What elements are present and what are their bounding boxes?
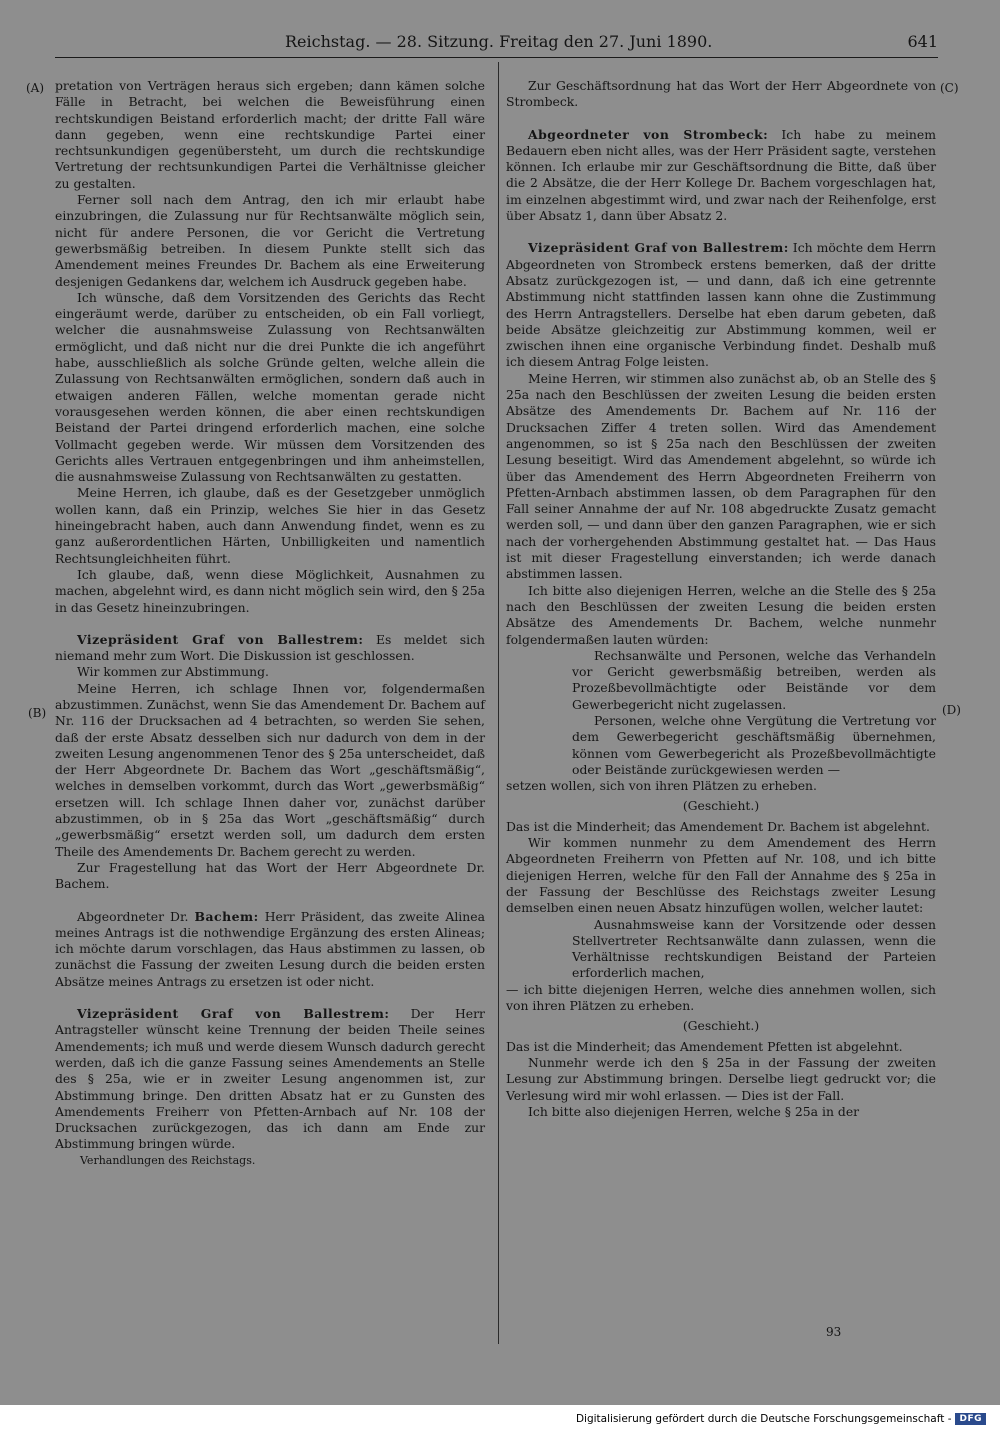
- speaker-paragraph: [55, 632, 485, 665]
- quoted-amendment: Personen, welche ohne Vergütung die Vertretung vor dem Gewerbegericht geschäftsmäßig übernehmen, können vom Gewerbegericht als Prozeßbevollmächtigte oder Beistände zurückgewiesen werden —: [572, 712, 936, 777]
- margin-marker-a: (A): [26, 81, 45, 95]
- paragraph: Meine Herren, wir stimmen also zunächst ab, ob an Stelle des § 25a nach den Beschlüssen der zweiten Lesung die beiden ersten Absätze des Amendements Dr. Bachem auf Nr. 116 der Drucksachen Ziffer 4 treten sollen. Wird das Amendement angenommen, so ist § 25a nach den Beschlüssen der zweiten Lesung beseitigt. Wird das Amendement abgelehnt, so würde ich über das Amendement des Herrn Abgeordneten Freiherrn von Pfetten-Arnbach abstimmen lassen, ob dem Paragraphen für den Fall seiner Annahme der auf Nr. 108 abgedruckte Zusatz gemacht werden soll, — und dann über den ganzen Paragraphen, wie er sich nach der vorhergehenden Abstimmung gestaltet hat. — Das Haus ist mit dieser Fragestellung einverstanden; ich werde danach abstimmen lassen.: [506, 370, 936, 582]
- paragraph: Ich bitte also diejenigen Herren, welche § 25a in der: [528, 1103, 860, 1119]
- paragraph: Ferner soll nach dem Antrag, den ich mir erlaubt habe einzubringen, die Zulassung nur für Rechtsanwälte möglich sein, nicht für andere Personen, die vor Gericht die Vertretung gewerbsmäßig betreiben. In diesem Punkte stellt sich das Amendement meines Freundes Dr. Bachem als eine Erweiterung desjenigen Gedankens dar, welchem ich Ausdruck gegeben habe.: [55, 192, 485, 289]
- page-footer-note: Verhandlungen des Reichstags.: [80, 1153, 256, 1167]
- right-column: [506, 78, 936, 1120]
- column-divider: [498, 62, 499, 1344]
- speech-text: Ich möchte dem Herrn Abgeordneten von Strombeck erstens bemerken, daß der dritte Absatz zurückgezogen ist, — und dann, daß ich eine getrennte Abstimmung nicht stattfinden lassen kann ohne die Zustimmung des Herrn Antragstellers. Derselbe hat eben darum gebeten, daß beide Absätze gleichzeitig zur Abstimmung kommen, weil er zwischen ihnen eine organische Verbindung findet. Deshalb muß ich diesem Antrag Folge leisten.: [506, 240, 936, 370]
- speech-text: Es meldet sich niemand mehr zum Wort. Die Diskussion ist geschlossen.: [55, 631, 485, 664]
- margin-marker-b: (B): [28, 706, 47, 720]
- speaker-name: Vizepräsident Graf von Ballestrem:: [77, 1006, 390, 1022]
- paragraph: Zur Fragestellung hat das Wort der Herr Abgeordnete Dr. Bachem.: [55, 859, 485, 892]
- credit-text: Digitalisierung gefördert durch die Deutsche Forschungsgemeinschaft -: [575, 1413, 952, 1425]
- speech-text: Der Herr Antragsteller wünscht keine Trennung der beiden Theile seines Amendements; ich muß und werde diesem Wunsch dadurch gerecht werden, daß ich die ganze Fassung seines Amendements an Stelle des § 25a, wie er in zweiter Lesung angenommen ist, zur Abstimmung bringe. Den dritten Absatz hat er zu Gunsten des Amendements Freiherr von Pfetten-Arnbach auf Nr. 108 der Drucksachen zurückgezogen, das ich dann am Ende zur Abstimmung bringen würde.: [55, 1006, 485, 1152]
- speaker-name: Bachem:: [194, 908, 259, 924]
- dfg-logo: DFG: [955, 1413, 986, 1425]
- paragraph: Ich bitte also diejenigen Herren, welche an die Stelle des § 25a nach den Beschlüssen der zweiten Lesung die beiden ersten Absätze des Amendements Dr. Bachem, welche nunmehr folgendermaßen lauten würden:: [506, 582, 936, 647]
- speaker-paragraph: [506, 240, 936, 370]
- speaker-name: Vizepräsident Graf von Ballestrem:: [77, 631, 364, 647]
- paragraph: Das ist die Minderheit; das Amendement Pfetten ist abgelehnt.: [506, 1038, 903, 1054]
- page-header: [55, 31, 938, 58]
- paragraph: setzen wollen, sich von ihren Plätzen zu erheben.: [506, 778, 817, 794]
- quoted-amendment: Ausnahmsweise kann der Vorsitzende oder dessen Stellvertreter Rechtsanwälte dann zulassen, wenn die Verhältnisse rechtskundigen Beistand der Parteien erforderlich machen,: [572, 916, 936, 981]
- paragraph: Wir kommen nunmehr zu dem Amendement des Herrn Abgeordneten Freiherrn von Pfetten auf Nr. 108, und ich bitte diejenigen Herren, welche für den Fall der Annahme des § 25a in der Fassung der Beschlüsse des Reichstags zweiter Lesung demselben einen neuen Absatz hinzufügen wollen, welcher lautet:: [506, 835, 936, 916]
- header-title: Reichstag. — 28. Sitzung. Freitag den 27. Juni 1890.: [285, 32, 713, 51]
- paragraph: pretation von Verträgen heraus sich ergeben; dann kämen solche Fälle in Betracht, bei welchen die Beweisführung einen rechtskundigen Beistand erforderlich macht; der dritte Fall wäre dann gegeben, wenn eine rechtskundige Partei einer rechtsunkundigen gegenübersteht, um durch die rechtskundige Vertretung der rechtsunkundigen Partei die Verhältnisse gleicher zu gestalten.: [55, 78, 485, 191]
- quoted-amendment: Rechsanwälte und Personen, welche das Verhandeln vor Gericht gewerbsmäßig betreiben, werden als Prozeßbevollmächtigte oder Beistände vor dem Gewerbegericht nicht zugelassen.: [572, 647, 936, 712]
- digitization-credit: [576, 1413, 986, 1425]
- speaker-title: Abgeordneter Dr.: [77, 908, 189, 924]
- speech-text: Herr Präsident, das zweite Alinea meines Antrags ist die nothwendige Ergänzung des ersten Alineas; ich möchte darum vorschlagen, das Haus abstimmen zu lassen, ob zunächst die Fassung der zweiten Lesung durch die beiden ersten Absätze meines Antrags zu ersetzen ist oder nicht.: [55, 908, 485, 989]
- paragraph: Das ist die Minderheit; das Amendement Dr. Bachem ist abgelehnt.: [506, 818, 930, 834]
- speech-text: Ich habe zu meinem Bedauern eben nicht alles, was der Herr Präsident sagte, verstehen können. Ich erlaube mir zur Geschäftsordnung die Bitte, daß über die 2 Absätze, die der Herr Kollege Dr. Bachem vorgeschlagen hat, im einzelnen abgestimmt wird, und zwar nach der Reihenfolge, erst über Absatz 1, dann über Absatz 2.: [506, 126, 936, 224]
- stage-direction: (Geschieht.): [682, 798, 760, 814]
- speaker-paragraph: [506, 127, 936, 225]
- paragraph: Ich wünsche, daß dem Vorsitzenden des Gerichts das Recht eingeräumt werde, darüber zu entscheiden, ob ein Fall vorliegt, welcher die ausnahmsweise Zulassung von Rechtsanwälten ermöglicht, und daß nicht nur die drei Punkte die ich angeführt habe, ausschließlich als solche Gründe gelten, welche allein die Zulassung von Rechtsanwälten ermöglichen, sondern daß auch in etwaigen anderen Fällen, welche momentan gerade nicht vorausgesehen werden können, die aber einen rechtskundigen Beistand der Partei dringend erforderlich machen, eine solche Vollmacht gegeben werde. Wir müssen dem Vorsitzenden des Gerichts alles Vertrauen entgegenbringen und ihm anheimstellen, die ausnahmsweise Zulassung von Rechtsanwälten zu gestatten.: [55, 289, 485, 485]
- paragraph: Wir kommen zur Abstimmung.: [77, 664, 269, 680]
- stage-direction: (Geschieht.): [682, 1018, 760, 1034]
- page-number: 641: [907, 32, 938, 51]
- margin-marker-d: (D): [942, 703, 961, 717]
- speaker-name: Abgeordneter von Strombeck:: [528, 126, 769, 142]
- margin-marker-c: (C): [940, 81, 959, 95]
- paragraph: Ich glaube, daß, wenn diese Möglichkeit, Ausnahmen zu machen, abgelehnt wird, es dann nicht möglich sein wird, den § 25a in das Gesetz hineinzubringen.: [55, 566, 485, 615]
- paragraph: Zur Geschäftsordnung hat das Wort der Herr Abgeordnete von Strombeck.: [506, 78, 936, 110]
- left-column: [55, 78, 485, 1169]
- signature-mark: 93: [826, 1325, 842, 1339]
- speaker-paragraph: [55, 909, 485, 990]
- paragraph: Meine Herren, ich glaube, daß es der Gesetzgeber unmöglich wollen kann, daß ein Prinzip, welches Sie hier in das Gesetz hineingebracht haben, auch dann Anwendung findet, wenn es zu ganz außerordentlichen Härten, Unbilligkeiten und namentlich Rechtsungleichheiten führt.: [55, 485, 485, 566]
- paragraph: — ich bitte diejenigen Herren, welche dies annehmen wollen, sich von ihren Plätzen zu erheben.: [506, 981, 936, 1014]
- speaker-name: Vizepräsident Graf von Ballestrem:: [528, 240, 789, 256]
- paragraph: Nunmehr werde ich den § 25a in der Fassung der zweiten Lesung zur Abstimmung bringen. Derselbe liegt gedruckt vor; die Verlesung wird mir wohl erlassen. — Dies ist der Fall.: [506, 1054, 936, 1103]
- paragraph: Meine Herren, ich schlage Ihnen vor, folgendermaßen abzustimmen. Zunächst, wenn Sie das Amendement Dr. Bachem auf Nr. 116 der Drucksachen ad 4 betrachten, so werden Sie sehen, daß der erste Absatz desselben sich nur dadurch von dem in der zweiten Lesung angenommenen Tenor des § 25a unterscheidet, daß der Herr Abgeordnete Dr. Bachem das Wort „geschäftsmäßig“, welches in demselben vorkommt, durch das Wort „gewerbsmäßig“ ersetzen will. Ich schlage Ihnen daher vor, zunächst darüber abzustimmen, ob in § 25a das Wort „geschäftsmäßig“ durch „gewerbsmäßig“ ersetzt werden soll, um dadurch dem ersten Theile des Amendements Dr. Bachem gerecht zu werden.: [55, 680, 485, 859]
- speaker-paragraph: [55, 1006, 485, 1153]
